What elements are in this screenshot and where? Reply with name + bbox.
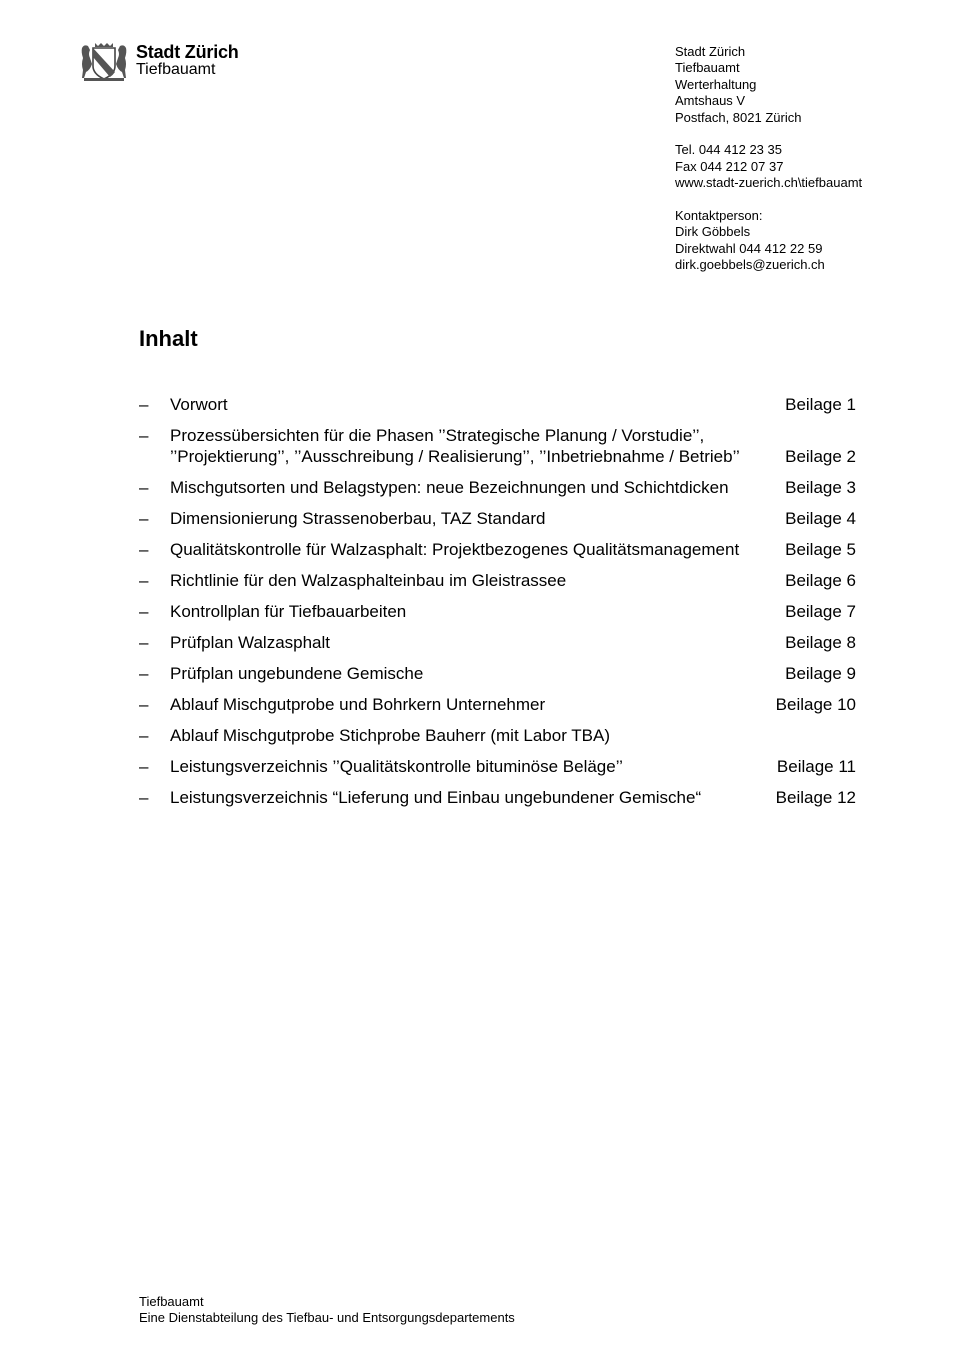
- website-link[interactable]: www.stadt-zuerich.ch\tiefbauamt: [675, 175, 863, 191]
- toc-item-lv-lieferung: [139, 787, 859, 808]
- toc-item-kontrollplan: [139, 601, 859, 622]
- toc-item-pruefplan-gemische: [139, 663, 859, 684]
- list-dash: –: [139, 540, 149, 559]
- list-dash: –: [139, 757, 149, 776]
- email-link[interactable]: dirk.goebbels@zuerich.ch: [675, 257, 825, 273]
- list-dash: –: [139, 726, 149, 745]
- toc-item-text: Dimensionierung Strassenoberbau, TAZ Standard: [170, 509, 546, 528]
- toc-item-prozessuebersichten: [139, 425, 859, 467]
- page-title: Inhalt: [139, 326, 198, 351]
- address-line: Amtshaus V: [675, 93, 746, 109]
- toc-item-attachment: Beilage 3: [785, 478, 856, 497]
- toc-item-attachment: Beilage 5: [785, 540, 856, 559]
- toc-item-text: ’’Projektierung’’, ’’Ausschreibung / Realisierung’’, ’’Inbetriebnahme / Betrieb’’: [170, 447, 740, 466]
- logo-city-name: Stadt Zürich: [136, 42, 239, 62]
- toc-item-pruefplan-walzasphalt: [139, 632, 859, 653]
- toc-item-text: Leistungsverzeichnis “Lieferung und Einbau ungebundener Gemische“: [170, 788, 702, 807]
- toc-item-text: Qualitätskontrolle für Walzasphalt: Projektbezogenes Qualitätsmanagement: [170, 540, 740, 559]
- toc-item-text: Prüfplan ungebundene Gemische: [170, 664, 424, 683]
- toc-item-dimensionierung: [139, 508, 859, 529]
- toc-item-text: Richtlinie für den Walzasphalteinbau im Gleistrassee: [170, 571, 567, 590]
- toc-item-lv-qualitaetskontrolle: [139, 756, 859, 777]
- list-dash: –: [139, 509, 149, 528]
- address-line: Stadt Zürich: [675, 44, 746, 59]
- toc-item-attachment: Beilage 9: [785, 664, 856, 683]
- table-of-contents: [139, 394, 859, 818]
- toc-item-text: Mischgutsorten und Belagstypen: neue Bezeichnungen und Schichtdicken: [170, 478, 729, 497]
- list-dash: –: [139, 571, 149, 590]
- toc-item-mischgutsorten: [139, 477, 859, 498]
- address-spacer: [675, 126, 935, 142]
- toc-item-text: Kontrollplan für Tiefbauarbeiten: [170, 602, 407, 621]
- toc-item-attachment: Beilage 2: [785, 447, 856, 466]
- fax-number: Fax 044 212 07 37: [675, 158, 784, 174]
- toc-item-ablauf-unternehmer: [139, 694, 859, 715]
- address-line: Tiefbauamt: [675, 60, 740, 76]
- toc-item-attachment: Beilage 10: [775, 695, 856, 714]
- zurich-coat-of-arms-icon: [80, 42, 128, 82]
- toc-item-text: Ablauf Mischgutprobe Stichprobe Bauherr (mit Labor TBA): [170, 726, 611, 745]
- sender-address-block: [675, 44, 935, 274]
- list-dash: –: [139, 395, 149, 414]
- toc-item-attachment: Beilage 11: [776, 757, 856, 776]
- direct-line: Direktwahl 044 412 22 59: [675, 240, 823, 256]
- footer-description: Eine Dienstabteilung des Tiefbau- und Entsorgungsdepartements: [139, 1310, 515, 1326]
- footer-department: Tiefbauamt: [139, 1294, 204, 1309]
- contact-label: Kontaktperson:: [675, 208, 763, 224]
- list-dash: –: [139, 788, 149, 807]
- list-dash: –: [139, 664, 149, 683]
- toc-item-attachment: Beilage 6: [785, 571, 856, 590]
- list-dash: –: [139, 695, 149, 714]
- toc-item-attachment: Beilage 4: [785, 509, 856, 528]
- list-dash: –: [139, 633, 149, 652]
- toc-item-text: Prüfplan Walzasphalt: [170, 633, 331, 652]
- toc-item-attachment: Beilage 12: [775, 788, 856, 807]
- logo-department-name: Tiefbauamt: [136, 61, 216, 78]
- phone-number: Tel. 044 412 23 35: [675, 142, 782, 158]
- address-spacer: [675, 192, 935, 208]
- toc-item-text: Ablauf Mischgutprobe und Bohrkern Unternehmer: [170, 695, 546, 714]
- list-dash: –: [139, 602, 149, 621]
- toc-item-attachment: Beilage 8: [785, 633, 856, 652]
- toc-item-text: Leistungsverzeichnis ’’Qualitätskontrolle bituminöse Beläge’’: [170, 757, 623, 776]
- contact-name: Dirk Göbbels: [675, 224, 751, 240]
- list-dash: –: [139, 478, 149, 497]
- address-line: Postfach, 8021 Zürich: [675, 109, 802, 125]
- toc-item-richtlinie: [139, 570, 859, 591]
- toc-item-vorwort: [139, 394, 859, 415]
- toc-item-attachment: Beilage 1: [785, 395, 856, 414]
- page-footer: [139, 1294, 515, 1327]
- toc-item-text: Prozessübersichten für die Phasen ’’Strategische Planung / Vorstudie’’,: [170, 426, 705, 445]
- toc-item-attachment: Beilage 7: [785, 602, 856, 621]
- toc-item-ablauf-bauherr: [139, 725, 859, 746]
- city-logo: [80, 42, 239, 82]
- address-line: Werterhaltung: [675, 76, 757, 92]
- list-dash: –: [139, 426, 149, 445]
- toc-item-text: Vorwort: [170, 395, 228, 414]
- toc-item-qualitaetskontrolle: [139, 539, 859, 560]
